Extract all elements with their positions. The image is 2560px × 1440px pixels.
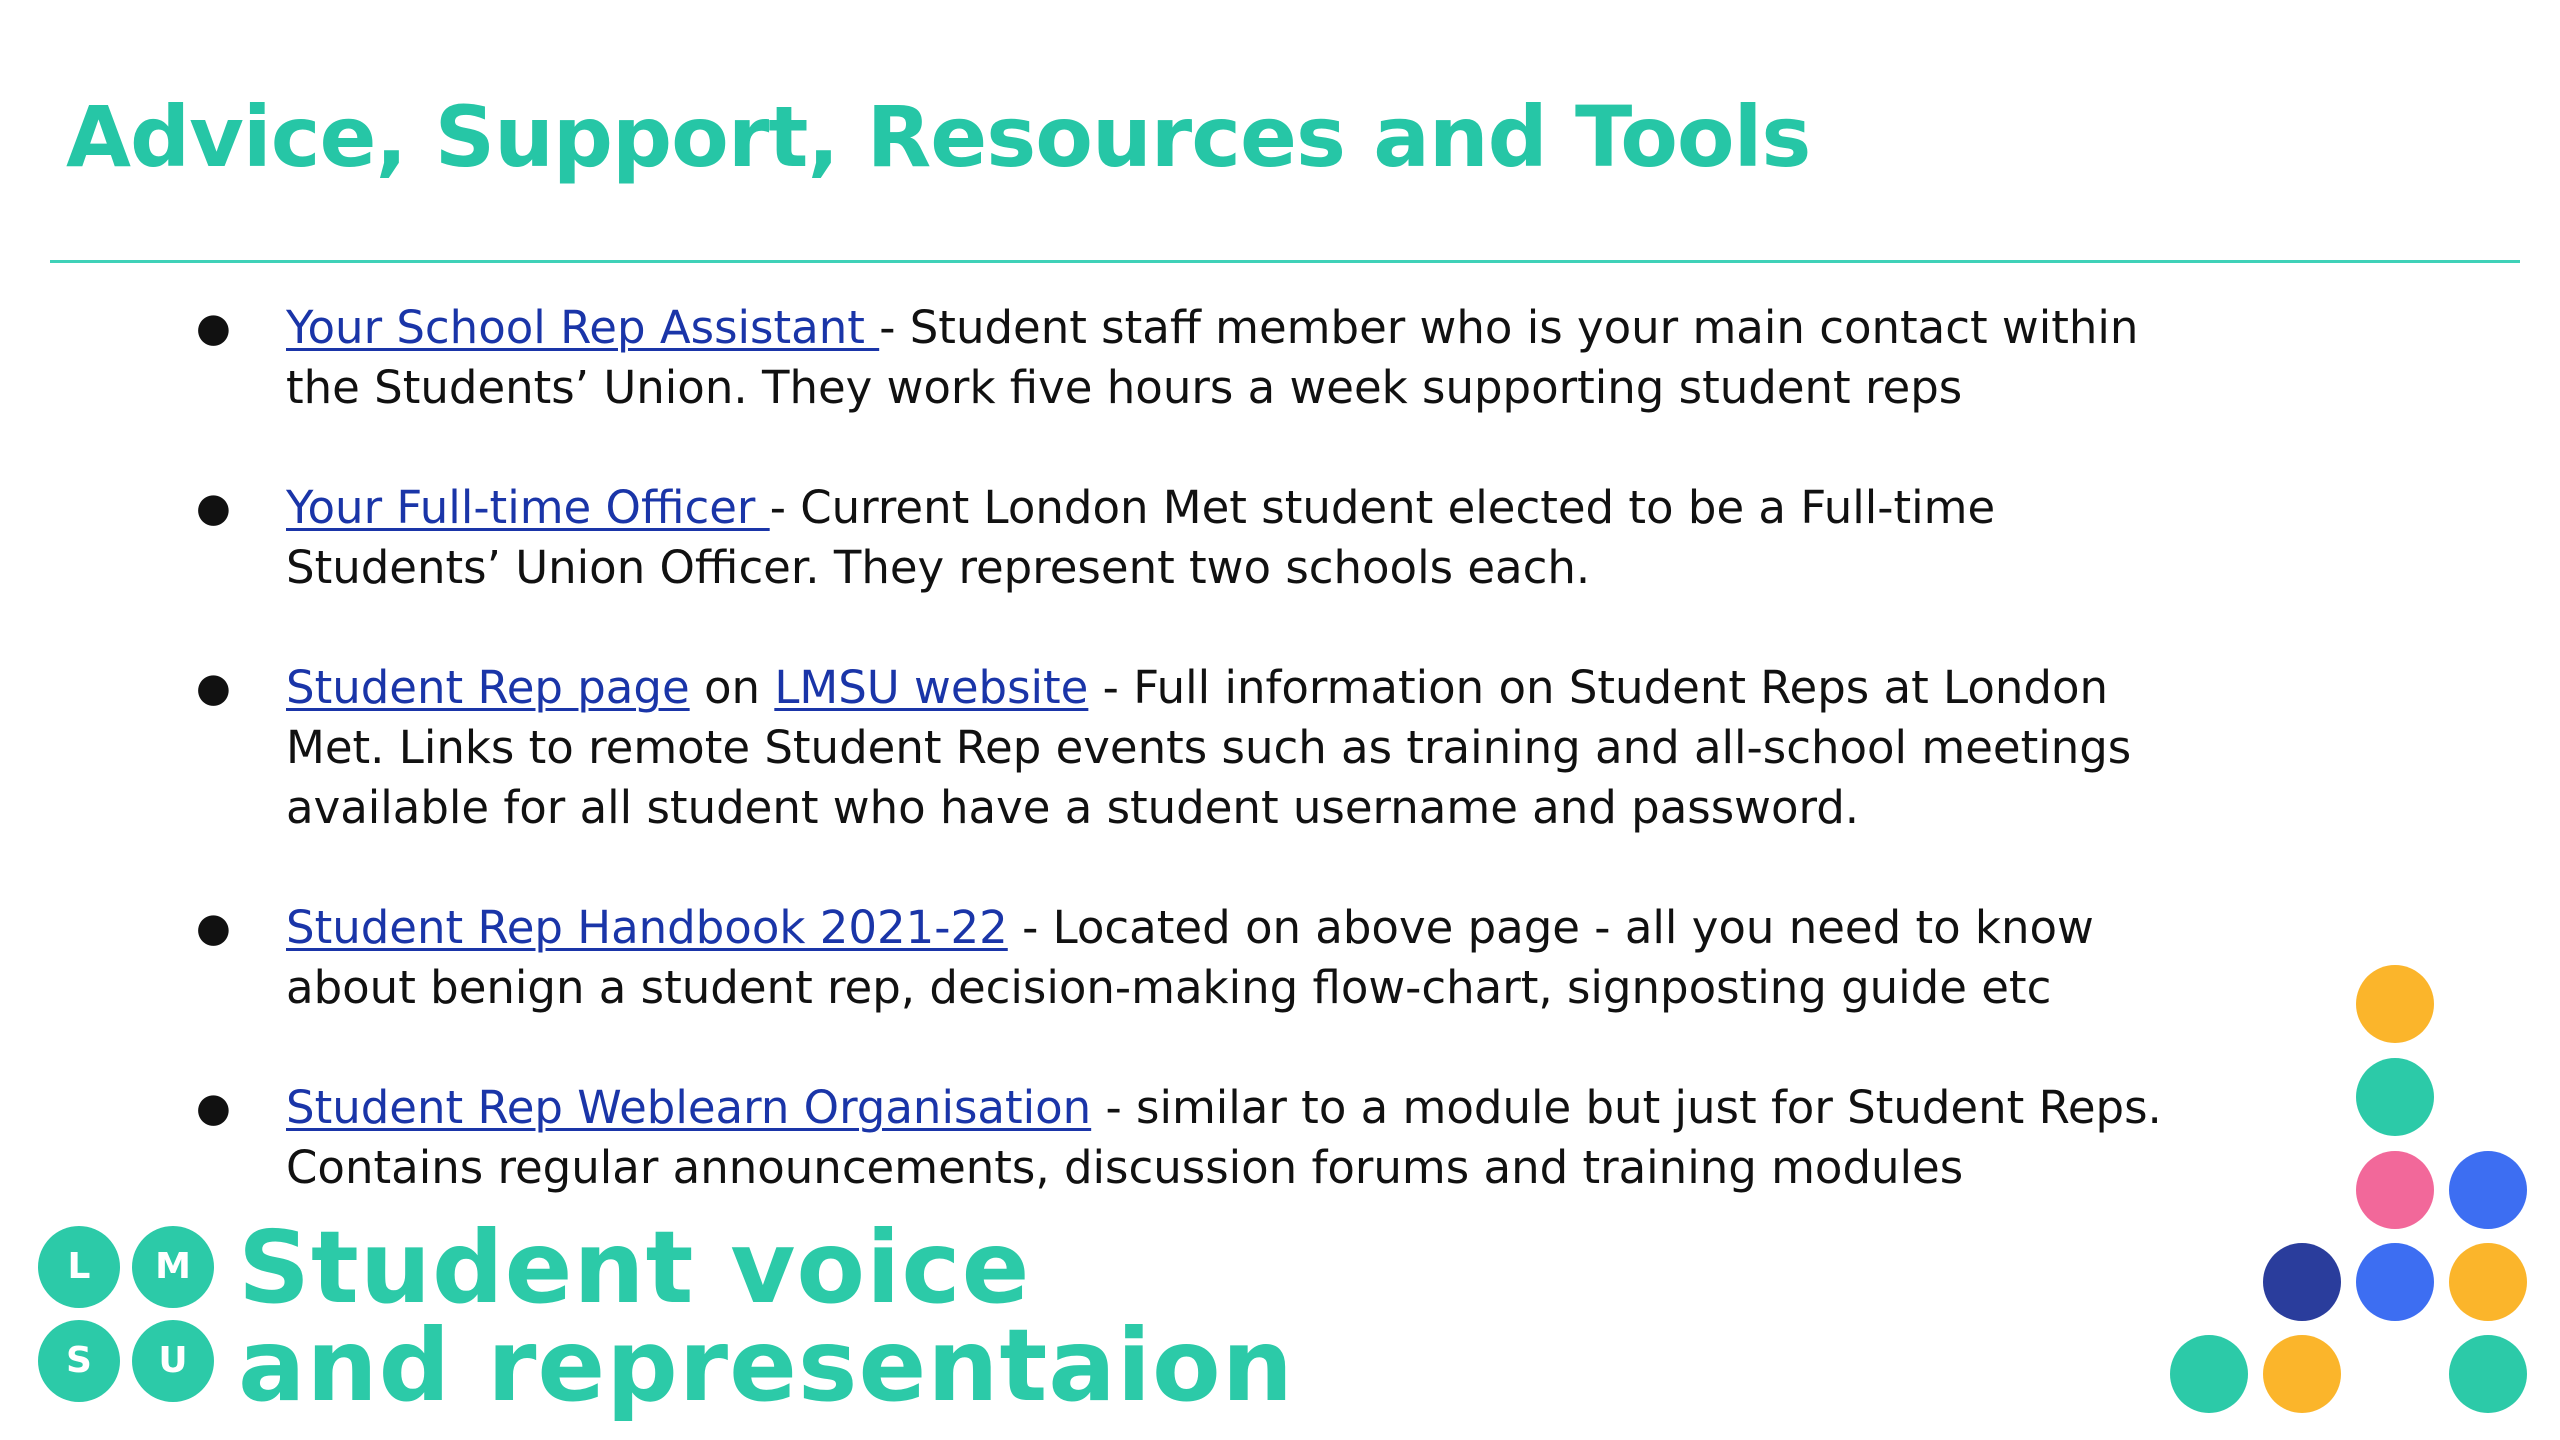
page-title: Advice, Support, Resources and Tools [66,88,1811,186]
footer-line-1: Student voice [238,1209,1031,1326]
list-item-description: - similar to a module but just for Student Reps. Contains regular announcements, discussion forums and training modules [286,1081,2162,1194]
lmsu-website-link[interactable]: LMSU website [774,661,1089,714]
decorative-dot-teal [2356,1058,2434,1136]
full-time-officer-link[interactable]: Your Full-time Officer [286,481,770,534]
bullet-icon: ● [196,485,231,531]
school-rep-assistant-link[interactable]: Your School Rep Assistant [286,301,880,354]
decorative-dot-teal [2170,1335,2248,1413]
bullet-icon: ● [196,905,231,951]
decorative-dot-navy [2263,1243,2341,1321]
logo-letter-u: U [132,1320,214,1402]
bullet-icon: ● [196,1085,231,1131]
decorative-dot-yellow [2449,1243,2527,1321]
logo-letter-l: L [38,1226,120,1308]
decorative-dot-teal [2449,1335,2527,1413]
list-item-handbook [196,898,2196,1018]
footer-line-2: and representaion [238,1307,1294,1424]
bullet-icon: ● [196,305,231,351]
list-item-school-rep-assistant [196,298,2196,418]
logo-letter-s: S [38,1320,120,1402]
list-item-description: - Current London Met student elected to be a Full-time Students’ Union Officer. They represent two schools each. [286,481,1996,594]
list-item-full-time-officer [196,478,2196,598]
resource-list [196,298,2196,1258]
title-divider [50,260,2520,263]
list-item-description: - Student staff member who is your main contact within the Students’ Union. They work five hours a week supporting student reps [286,301,2139,414]
decorative-dot-blue [2356,1243,2434,1321]
student-rep-page-link[interactable]: Student Rep page [286,661,690,714]
list-item-student-rep-page [196,658,2196,838]
footer-tagline [238,1209,1294,1424]
connector-text: on [689,661,775,714]
list-item-weblearn [196,1078,2196,1198]
weblearn-link[interactable]: Student Rep Weblearn Organisation [286,1081,1092,1134]
decorative-dot-pink [2356,1151,2434,1229]
bullet-icon: ● [196,665,231,711]
list-item-description: - Full information on Student Reps at London Met. Links to remote Student Rep events such as training and all-school meetings available for all student who have a student username and password. [286,661,2132,834]
lmsu-logo [38,1226,218,1406]
logo-letter-m: M [132,1226,214,1308]
decorative-dot-blue [2449,1151,2527,1229]
decorative-dot-yellow [2356,965,2434,1043]
list-item-description: - Located on above page - all you need to know about benign a student rep, decision-making flow-chart, signposting guide etc [286,901,2094,1014]
handbook-link[interactable]: Student Rep Handbook 2021-22 [286,901,1008,954]
decorative-dot-yellow [2263,1335,2341,1413]
